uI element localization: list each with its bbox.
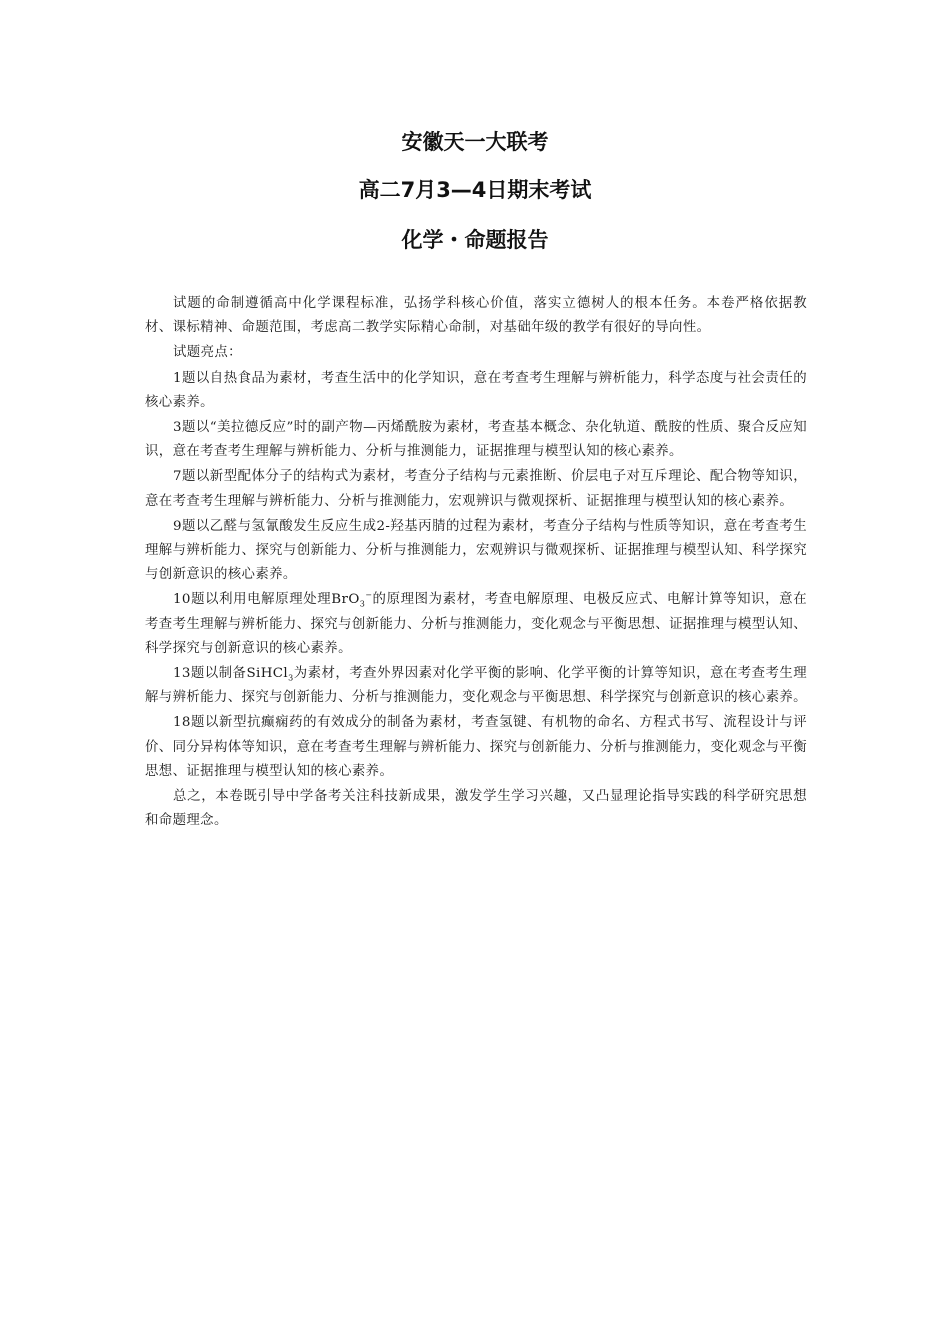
trichlorosilane-formula: SiHCl [246,666,289,682]
question-18-paragraph: 18题以新型抗癫痫药的有效成分的制备为素材，考查氢键、有机物的命名、方程式书写、流程设计与评价、同分异构体等知识，意在考查考生理解与辨析能力、探究与创新能力、分析与推测能力，变化观念与平衡思想、证据推理与模型认知的核心素养。 [145,715,807,779]
conclusion-paragraph: 总之，本卷既引导中学备考关注科技新成果，激发学生学习兴趣，又凸显理论指导实践的科学研究思想和命题理念。 [145,789,807,829]
question-7-paragraph: 7题以新型配体分子的结构式为素材，考查分子结构与元素推断、价层电子对互斥理论、配合物等知识，意在考查考生理解与辨析能力、分析与推测能力，宏观辨识与微观探析、证据推理与模型认知的核心素养。 [145,469,807,509]
title-exam-name: 高二7月3—4日期末考试 [358,178,592,202]
question-10-lead: 10题以利用电解原理处理 [173,592,332,608]
highlights-label: 试题亮点： [173,345,242,361]
bromate-subscript: 3 [359,600,366,610]
question-13-lead: 13题以制备 [173,666,247,682]
bromate-formula: BrO [331,592,360,608]
report-body [145,292,807,834]
intro-paragraph: 试题的命制遵循高中化学课程标准，弘扬学科核心价值，落实立德树人的根本任务。本卷严格依据教材、课标精神、命题范围，考虑高二教学实际精心命制，对基础年级的教学有很好的导向性。 [145,296,807,336]
question-10-rest: 的原理图为素材，考查电解原理、电极反应式、电解计算等知识，意在考查考生理解与辨析能力、探究与创新能力、分析与推测能力，变化观念与平衡思想、证据推理与模型认知、科学探究与创新意识的核心素养。 [145,592,807,656]
title-exam-alliance: 安徽天一大联考 [401,130,549,154]
title-subject-report: 化学・命题报告 [401,228,549,252]
question-1-paragraph: 1题以自热食品为素材，考查生活中的化学知识，意在考查考生理解与辨析能力，科学态度与社会责任的核心素养。 [145,370,807,410]
question-13-paragraph [145,662,807,710]
trichlorosilane-subscript: 3 [288,673,294,683]
question-13-rest: 为素材，考查外界因素对化学平衡的影响、化学平衡的计算等知识，意在考查考生理解与辨析能力、探究与创新能力、分析与推测能力，变化观念与平衡思想、科学探究与创新意识的核心素养。 [145,666,807,706]
question-9-paragraph: 9题以乙醛与氢氰酸发生反应生成2-羟基丙腈的过程为素材，考查分子结构与性质等知识，意在考查考生理解与辨析能力、探究与创新能力、分析与推测能力，宏观辨识与微观探析、证据推理与模型认知、科学探究与创新意识的核心素养。 [145,518,807,583]
bromate-charge: − [365,590,373,600]
question-10-paragraph [145,588,807,661]
question-3-paragraph: 3题以“美拉德反应”时的副产物—丙烯酰胺为素材，考查基本概念、杂化轨道、酰胺的性质、聚合反应知识，意在考查考生理解与辨析能力、分析与推测能力，证据推理与模型认知的核心素养。 [145,420,807,460]
